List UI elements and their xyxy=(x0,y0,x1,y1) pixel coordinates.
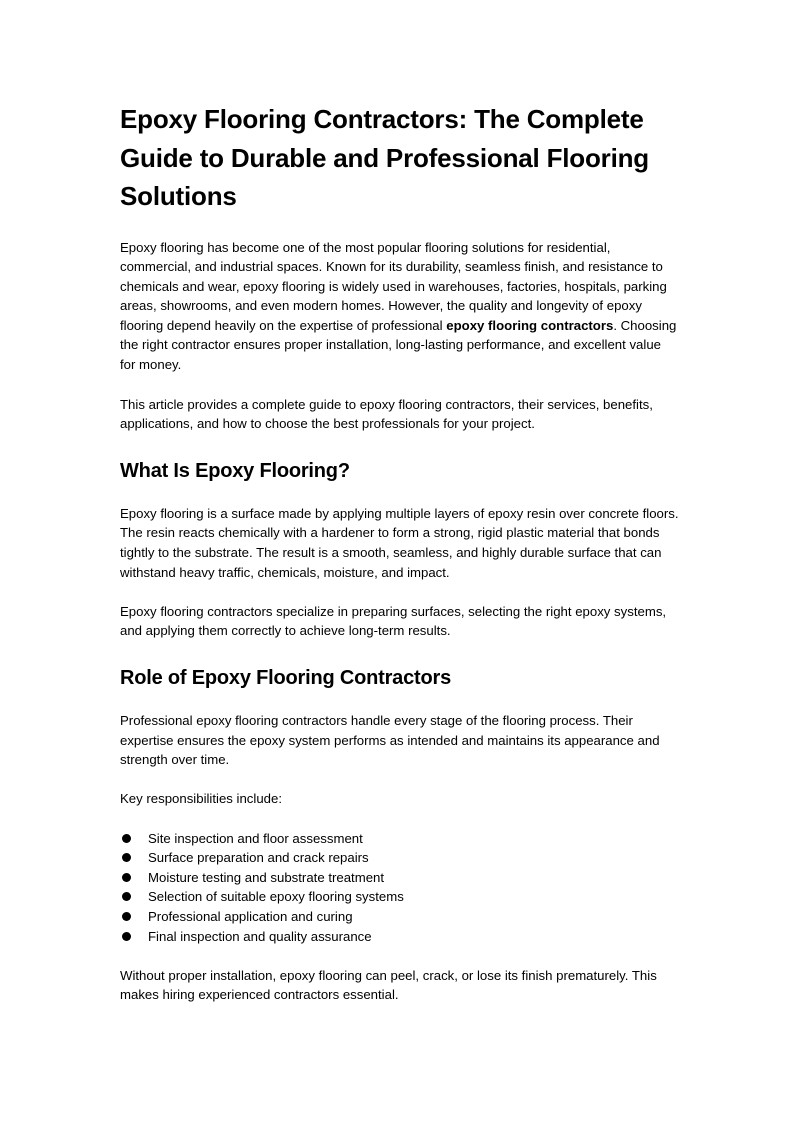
list-item xyxy=(120,907,680,927)
intro-text-end: . Choosing the right contractor ensures proper installation, long-lasting performance, and excellent value for money. xyxy=(120,317,677,373)
list-item-text: Professional application and curing xyxy=(148,908,353,924)
list-item xyxy=(120,848,680,868)
list-item xyxy=(120,829,680,849)
bullet-icon xyxy=(122,932,131,941)
what-paragraph-2: Epoxy flooring contractors specialize in preparing surfaces, selecting the right epoxy systems, and applying them correctly to achieve long-term results. xyxy=(120,603,667,639)
list-item-text: Surface preparation and crack repairs xyxy=(148,850,369,866)
list-item-text: Selection of suitable epoxy flooring systems xyxy=(148,889,404,905)
list-item xyxy=(120,887,680,907)
page-title: Epoxy Flooring Contractors: The Complete Guide to Durable and Professional Flooring Solutions xyxy=(120,104,649,211)
intro-bold-keyword: epoxy flooring contractors xyxy=(446,317,614,333)
responsibilities-list xyxy=(120,829,680,947)
list-item-text: Final inspection and quality assurance xyxy=(148,928,372,944)
intro-paragraph-2: This article provides a complete guide to epoxy flooring contractors, their services, benefits, applications, and how to choose the best professionals for your project. xyxy=(120,396,653,432)
heading-what-is-epoxy: What Is Epoxy Flooring? xyxy=(120,459,350,482)
list-item xyxy=(120,927,680,947)
intro-paragraph-1 xyxy=(120,238,680,375)
bullet-icon xyxy=(122,834,131,843)
bullet-icon xyxy=(122,912,131,921)
what-paragraph-1: Epoxy flooring is a surface made by applying multiple layers of epoxy resin over concrete floors. The resin reacts chemically with a hardener to form a strong, rigid plastic material that bonds tightly to the substrate. The result is a smooth, seamless, and highly durable surface that can withstand heavy traffic, chemicals, moisture, and impact. xyxy=(120,505,679,580)
role-paragraph-1: Professional epoxy flooring contractors handle every stage of the flooring process. Their expertise ensures the epoxy system performs as intended and maintains its appearance and strength over time. xyxy=(120,713,660,768)
list-item xyxy=(120,868,680,888)
list-item-text: Site inspection and floor assessment xyxy=(148,830,363,846)
bullet-icon xyxy=(122,892,131,901)
bullet-icon xyxy=(122,873,131,882)
document-page xyxy=(120,100,680,1025)
heading-role-of-contractors: Role of Epoxy Flooring Contractors xyxy=(120,667,451,689)
role-paragraph-2: Key responsibilities include: xyxy=(120,791,282,807)
bullet-icon xyxy=(122,853,131,862)
list-item-text: Moisture testing and substrate treatment xyxy=(148,869,385,885)
intro-text-start: Epoxy flooring has become one of the most popular flooring solutions for residential, commercial, and industrial spaces. Known for its durability, seamless finish, and resistance to chemicals and wear, epoxy flooring is widely used in warehouses, factories, hospitals, parking areas, showrooms, and even modern homes. However, the quality and longevity of epoxy flooring depend heavily on the expertise of professional xyxy=(120,239,667,333)
role-paragraph-3: Without proper installation, epoxy flooring can peel, crack, or lose its finish prematurely. This makes hiring experienced contractors essential. xyxy=(120,967,657,1003)
